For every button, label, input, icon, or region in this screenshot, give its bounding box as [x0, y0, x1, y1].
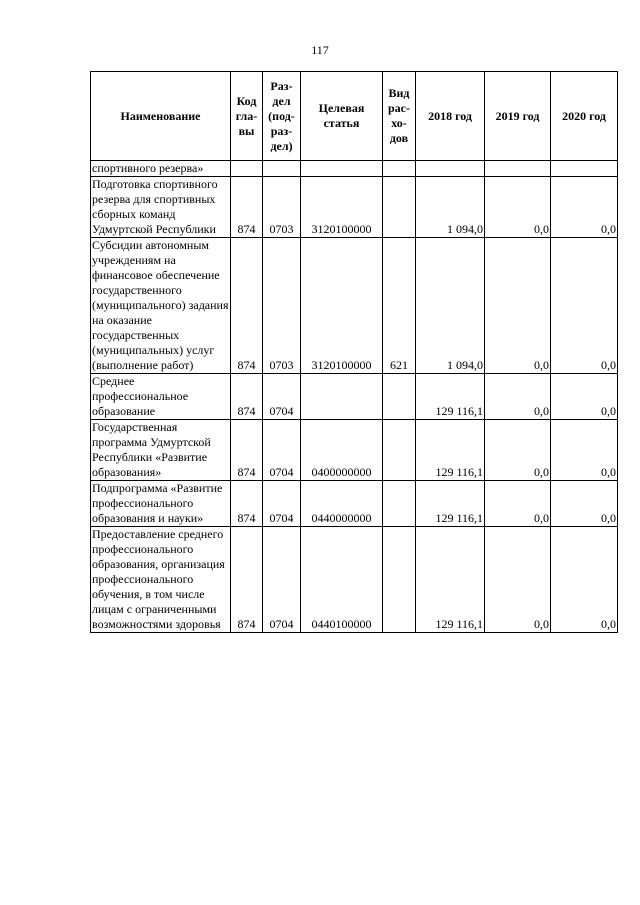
- header-target: Целевая статья: [301, 72, 383, 161]
- table-header-row: [91, 72, 618, 161]
- header-2020: 2020 год: [551, 72, 618, 161]
- cell-section: 0704: [263, 374, 301, 420]
- header-2019: 2019 год: [485, 72, 551, 161]
- cell-2020: 0,0: [551, 481, 618, 527]
- cell-type: [383, 481, 416, 527]
- cell-2019: [485, 161, 551, 177]
- header-code: Код гла-вы: [231, 72, 263, 161]
- cell-name: спортивного резерва»: [91, 161, 231, 177]
- cell-target: 3120100000: [301, 177, 383, 238]
- cell-code: 874: [231, 374, 263, 420]
- cell-section: 0704: [263, 527, 301, 633]
- header-type: Вид рас-хо-дов: [383, 72, 416, 161]
- cell-section: 0704: [263, 420, 301, 481]
- cell-code: 874: [231, 420, 263, 481]
- cell-name: Государственная программа Удмуртской Республики «Развитие образования»: [91, 420, 231, 481]
- header-section: Раз-дел (под-раз-дел): [263, 72, 301, 161]
- cell-target: 0440000000: [301, 481, 383, 527]
- cell-type: [383, 177, 416, 238]
- table-row: [91, 238, 618, 374]
- cell-2020: 0,0: [551, 177, 618, 238]
- cell-type: [383, 161, 416, 177]
- cell-name: Предоставление среднего профессионального образования, организация профессионального обучения, в том числе лицам с ограниченными возможностями здоровья: [91, 527, 231, 633]
- cell-target: [301, 161, 383, 177]
- cell-code: 874: [231, 527, 263, 633]
- cell-2019: 0,0: [485, 527, 551, 633]
- cell-2020: 0,0: [551, 527, 618, 633]
- cell-name: Подпрограмма «Развитие профессионального образования и науки»: [91, 481, 231, 527]
- cell-type: [383, 374, 416, 420]
- table-row: [91, 161, 618, 177]
- cell-2018: 129 116,1: [416, 420, 485, 481]
- cell-2018: [416, 161, 485, 177]
- cell-name: Среднее профессиональное образование: [91, 374, 231, 420]
- cell-2019: 0,0: [485, 177, 551, 238]
- cell-2020: 0,0: [551, 374, 618, 420]
- cell-code: 874: [231, 481, 263, 527]
- cell-2020: 0,0: [551, 420, 618, 481]
- cell-2019: 0,0: [485, 374, 551, 420]
- cell-name: Подготовка спортивного резерва для спортивных сборных команд Удмуртской Республики: [91, 177, 231, 238]
- cell-2018: 129 116,1: [416, 374, 485, 420]
- cell-target: 0400000000: [301, 420, 383, 481]
- cell-code: 874: [231, 177, 263, 238]
- cell-2019: 0,0: [485, 420, 551, 481]
- table-row: [91, 481, 618, 527]
- table-row: [91, 527, 618, 633]
- cell-2020: 0,0: [551, 238, 618, 374]
- cell-section: 0704: [263, 481, 301, 527]
- page-number: 117: [311, 43, 329, 57]
- cell-target: 3120100000: [301, 238, 383, 374]
- cell-2019: 0,0: [485, 238, 551, 374]
- table-row: [91, 420, 618, 481]
- cell-2018: 129 116,1: [416, 527, 485, 633]
- cell-2019: 0,0: [485, 481, 551, 527]
- cell-2020: [551, 161, 618, 177]
- cell-code: 874: [231, 238, 263, 374]
- cell-type: [383, 420, 416, 481]
- cell-name: Субсидии автономным учреждениям на финансовое обеспечение государственного (муниципального) задания на оказание государственных (муниципальных) услуг (выполнение работ): [92, 238, 229, 372]
- cell-type: 621: [383, 238, 416, 374]
- cell-section: 0703: [263, 177, 301, 238]
- budget-table: [90, 71, 618, 633]
- cell-target: [301, 374, 383, 420]
- cell-code: [231, 161, 263, 177]
- table-row: [91, 177, 618, 238]
- cell-2018: 1 094,0: [416, 177, 485, 238]
- table-row: [91, 374, 618, 420]
- header-name: Наименование: [91, 72, 231, 161]
- cell-section: 0703: [263, 238, 301, 374]
- header-2018: 2018 год: [416, 72, 485, 161]
- cell-2018: 129 116,1: [416, 481, 485, 527]
- cell-target: 0440100000: [301, 527, 383, 633]
- cell-section: [263, 161, 301, 177]
- cell-2018: 1 094,0: [416, 238, 485, 374]
- cell-type: [383, 527, 416, 633]
